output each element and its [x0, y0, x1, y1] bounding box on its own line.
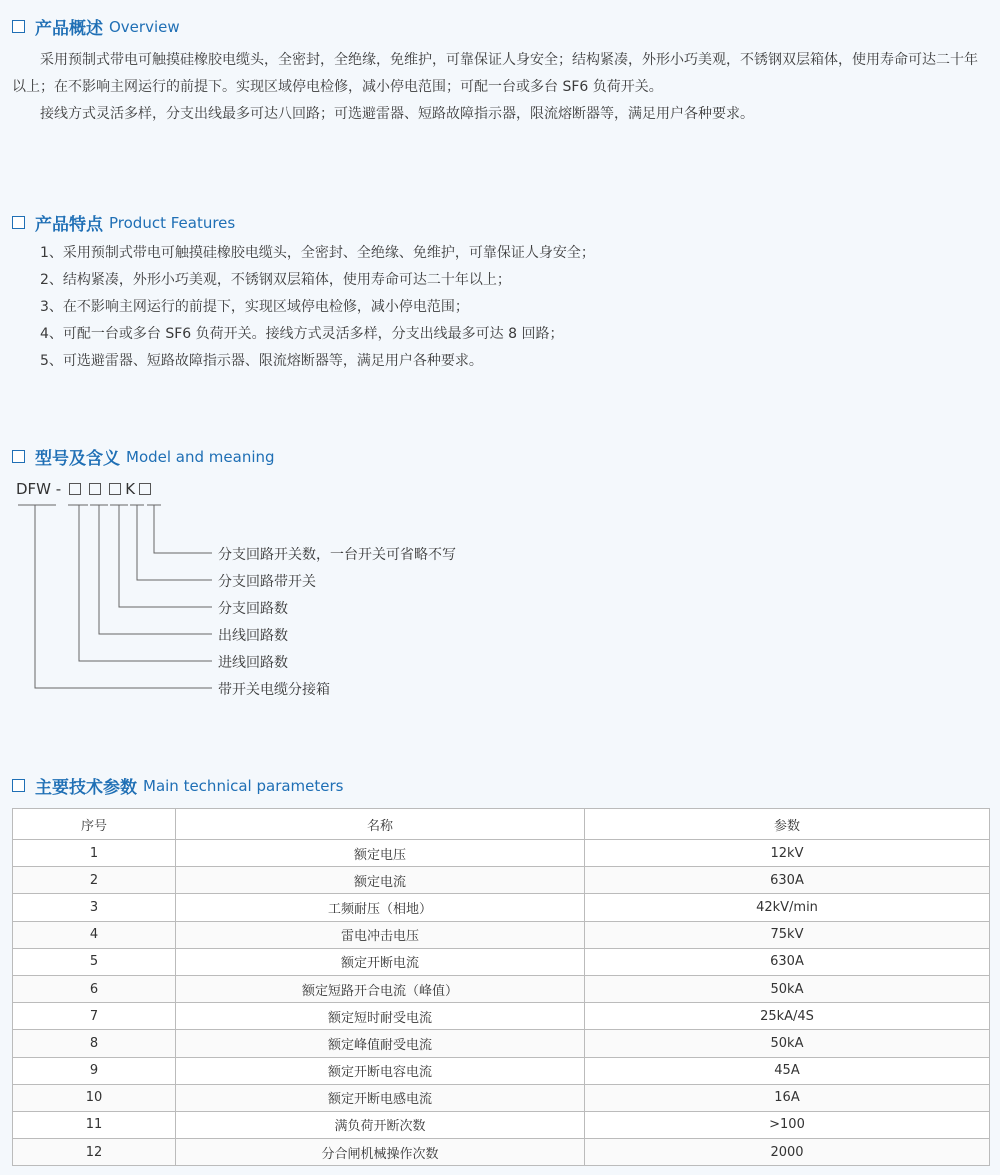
- params-title-en: Main technical parameters: [143, 776, 344, 795]
- table-row: [13, 1084, 990, 1111]
- feature-item: 2、结构紧凑，外形小巧美观，不锈钢双层箱体，使用寿命可达二十年以上；: [40, 272, 511, 288]
- row-number-cell: 8: [13, 1030, 176, 1057]
- table-row: [13, 840, 990, 867]
- name-cell: 额定短时耐受电流: [176, 1003, 585, 1030]
- name-cell: 额定峰值耐受电流: [176, 1030, 585, 1057]
- model-label: 分支回路开关数，一台开关可省略不写: [218, 547, 456, 563]
- feature-item: 3、在不影响主网运行的前提下，实现区域停电检修，减小停电范围；: [40, 299, 469, 315]
- params-table: [12, 808, 990, 1166]
- name-cell: 额定开断电容电流: [176, 1057, 585, 1084]
- value-cell: 630A: [585, 948, 990, 975]
- table-row: [13, 975, 990, 1002]
- table-row: [13, 894, 990, 921]
- row-number-cell: 9: [13, 1057, 176, 1084]
- table-row: [13, 1057, 990, 1084]
- column-header: 名称: [176, 809, 585, 840]
- model-title-en: Model and meaning: [126, 447, 275, 466]
- value-cell: 25kA/4S: [585, 1003, 990, 1030]
- model-k-letter: K: [125, 480, 136, 498]
- name-cell: 额定开断电感电流: [176, 1084, 585, 1111]
- row-number-cell: 4: [13, 921, 176, 948]
- feature-item: 1、采用预制式带电可触摸硅橡胶电缆头，全密封、全绝缘、免维护，可靠保证人身安全；: [40, 245, 595, 261]
- name-cell: 额定开断电流: [176, 948, 585, 975]
- overview-paragraph-2: 接线方式灵活多样，分支出线最多可达八回路；可选避雷器、短路故障指示器，限流熔断器等，满足用户各种要求。: [40, 106, 754, 122]
- table-row: [13, 1111, 990, 1138]
- row-number-cell: 11: [13, 1111, 176, 1138]
- row-number-cell: 10: [13, 1084, 176, 1111]
- value-cell: 42kV/min: [585, 894, 990, 921]
- overview-title-en: Overview: [109, 17, 180, 36]
- name-cell: 额定电流: [176, 867, 585, 894]
- checkbox-square-icon: [12, 779, 25, 792]
- table-header-row: [13, 809, 990, 840]
- model-prefix: DFW -: [16, 480, 62, 498]
- name-cell: 额定电压: [176, 840, 585, 867]
- model-label: 出线回路数: [218, 628, 288, 644]
- row-number-cell: 1: [13, 840, 176, 867]
- features-title-cn: 产品特点: [35, 215, 103, 235]
- model-label: 带开关电缆分接箱: [218, 682, 330, 698]
- features-title-en: Product Features: [109, 213, 236, 232]
- name-cell: 额定短路开合电流（峰值）: [176, 975, 585, 1002]
- params-heading: [12, 773, 344, 798]
- value-cell: 45A: [585, 1057, 990, 1084]
- name-cell: 雷电冲击电压: [176, 921, 585, 948]
- table-row: [13, 867, 990, 894]
- column-header: 序号: [13, 809, 176, 840]
- model-title-cn: 型号及含义: [35, 449, 120, 469]
- params-table-body: [13, 840, 990, 1166]
- name-cell: 工频耐压（相地）: [176, 894, 585, 921]
- table-row: [13, 921, 990, 948]
- table-row: [13, 1003, 990, 1030]
- feature-item: 4、可配一台或多台 SF6 负荷开关。接线方式灵活多样，分支出线最多可达 8 回路；: [40, 326, 564, 342]
- value-cell: >100: [585, 1111, 990, 1138]
- model-label: 分支回路数: [218, 601, 288, 617]
- value-cell: 50kA: [585, 975, 990, 1002]
- value-cell: 12kV: [585, 840, 990, 867]
- row-number-cell: 12: [13, 1139, 176, 1166]
- params-title-cn: 主要技术参数: [35, 778, 137, 798]
- row-number-cell: 2: [13, 867, 176, 894]
- column-header: 参数: [585, 809, 990, 840]
- row-number-cell: 3: [13, 894, 176, 921]
- row-number-cell: 7: [13, 1003, 176, 1030]
- value-cell: 2000: [585, 1139, 990, 1166]
- overview-title-cn: 产品概述: [35, 19, 103, 39]
- value-cell: 75kV: [585, 921, 990, 948]
- table-row: [13, 1030, 990, 1057]
- model-label: 分支回路带开关: [218, 574, 316, 590]
- value-cell: 630A: [585, 867, 990, 894]
- value-cell: 50kA: [585, 1030, 990, 1057]
- row-number-cell: 6: [13, 975, 176, 1002]
- overview-paragraph-1: 采用预制式带电可触摸硅橡胶电缆头，全密封，全绝缘，免维护，可靠保证人身安全；结构紧凑，外形小巧美观，不锈钢双层箱体，使用寿命可达二十年以上；在不影响主网运行的前提下。实现区域停电检修，减小停电范围；可配一台或多台 SF6 负荷开关。: [12, 52, 978, 95]
- table-row: [13, 1139, 990, 1166]
- value-cell: 16A: [585, 1084, 990, 1111]
- model-label: 进线回路数: [218, 655, 288, 671]
- name-cell: 分合闸机械操作次数: [176, 1139, 585, 1166]
- table-row: [13, 948, 990, 975]
- feature-item: 5、可选避雷器、短路故障指示器、限流熔断器等，满足用户各种要求。: [40, 353, 483, 369]
- row-number-cell: 5: [13, 948, 176, 975]
- name-cell: 满负荷开断次数: [176, 1111, 585, 1138]
